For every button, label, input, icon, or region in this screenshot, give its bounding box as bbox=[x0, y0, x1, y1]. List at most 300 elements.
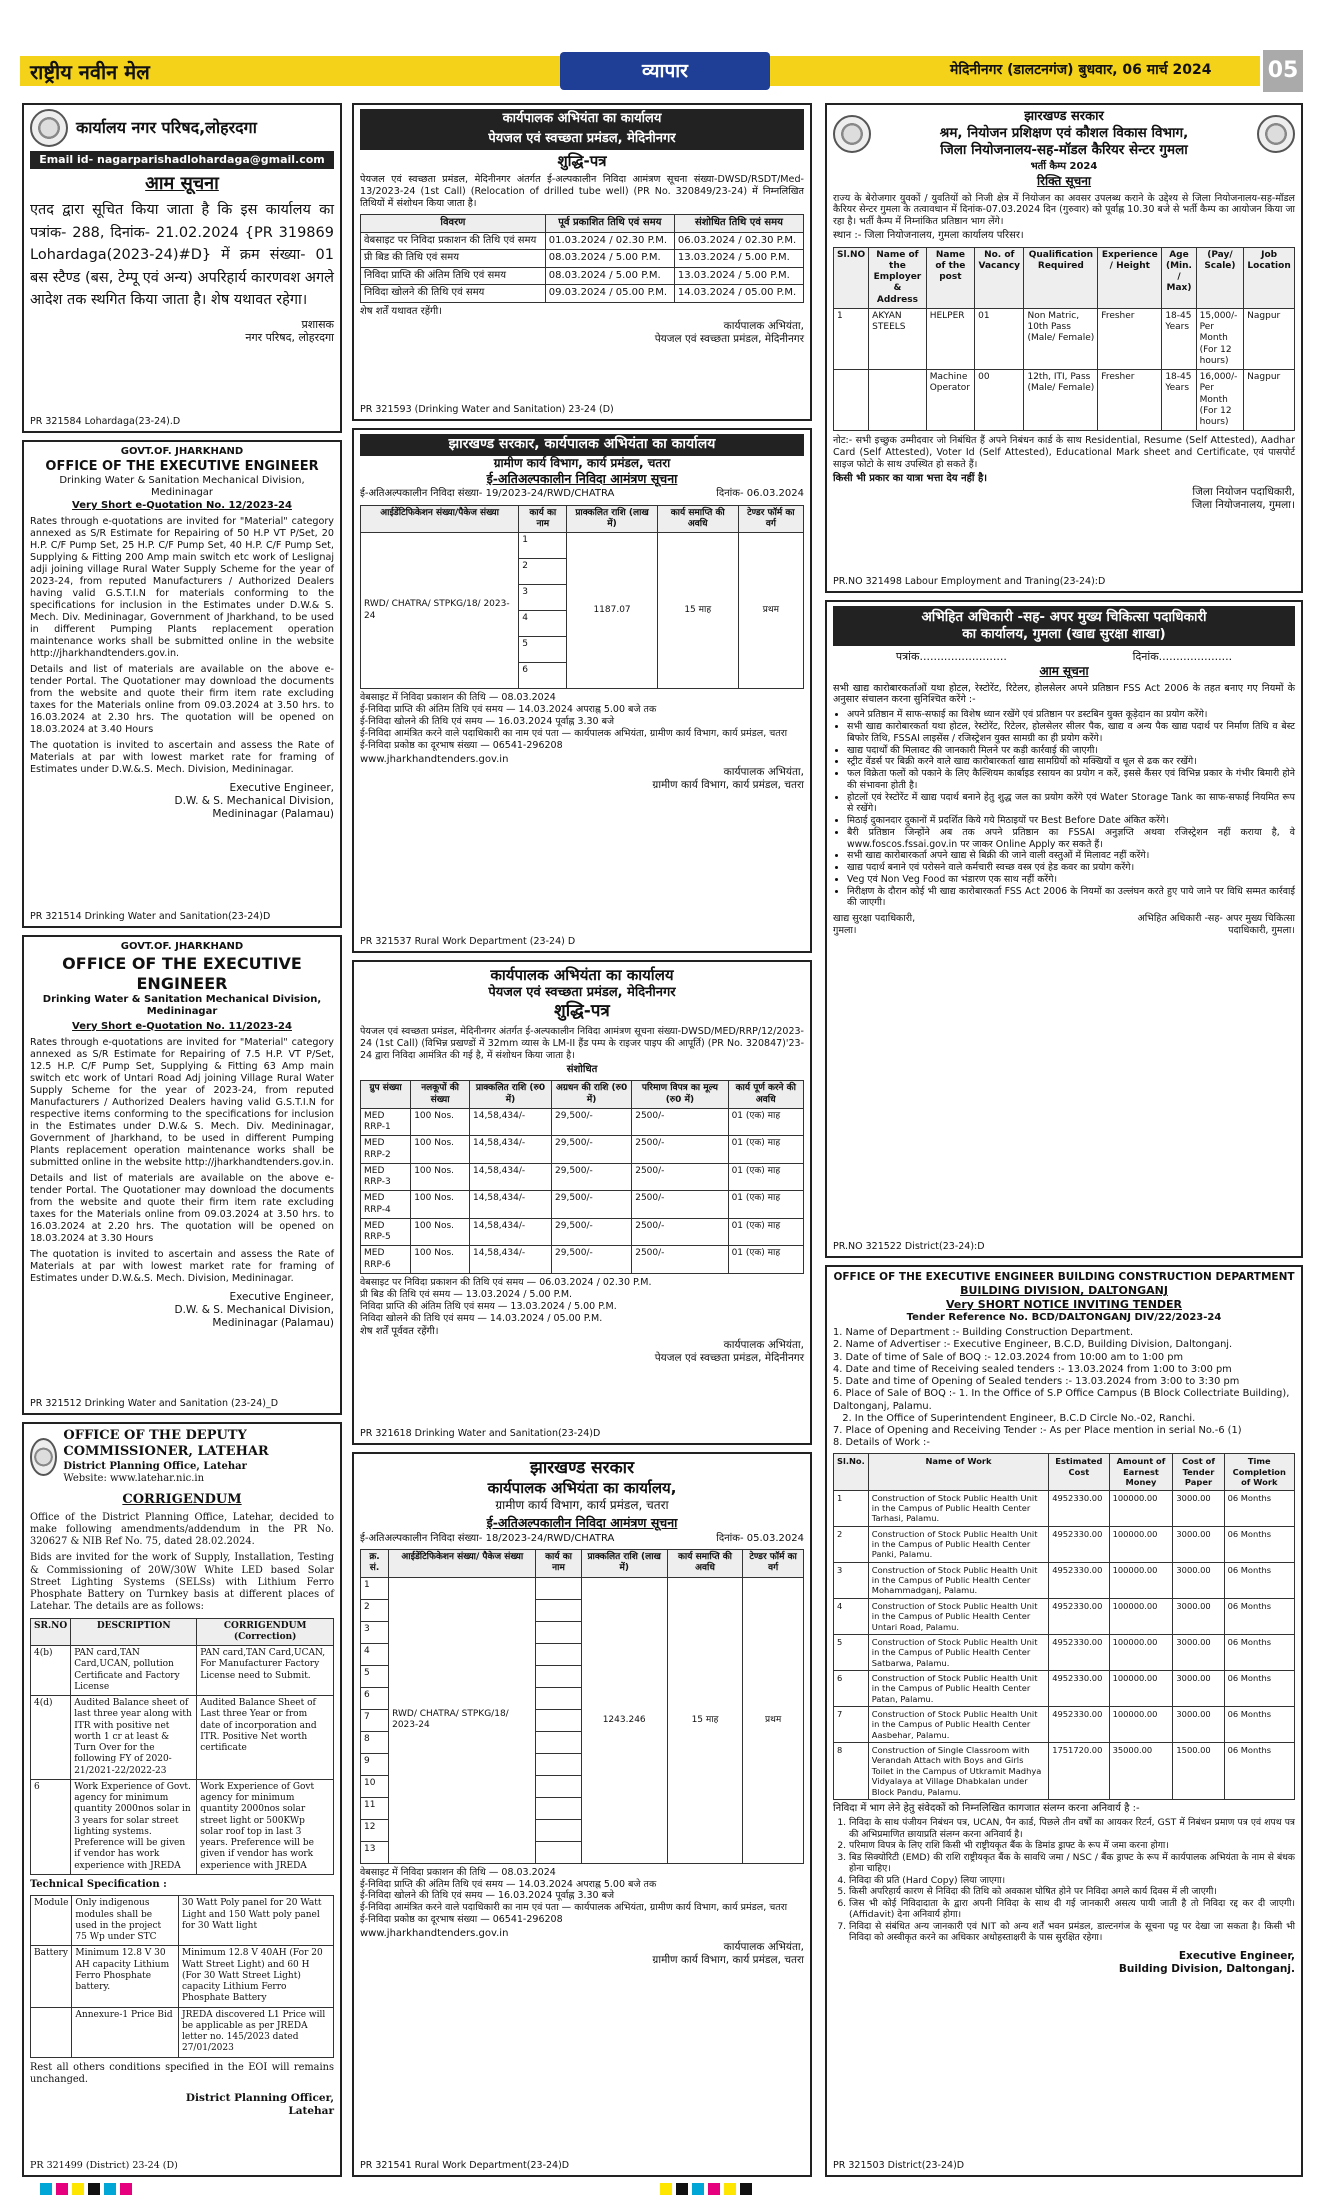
table-header-row bbox=[361, 505, 804, 533]
table-cell: Only indigenous modules shall be used in the project 75 Wp under STC bbox=[72, 1896, 179, 1946]
table-cell bbox=[869, 370, 927, 431]
table-cell: Construction of Stock Public Health Unit in the Campus of Public Health Center Tarhasi, Palamu. bbox=[868, 1490, 1048, 1526]
table-cell: 06 Months bbox=[1224, 1490, 1294, 1526]
table-cell: Nagpur bbox=[1244, 370, 1295, 431]
conditions-list bbox=[849, 1817, 1295, 1944]
amount-cell: 1243.246 bbox=[581, 1577, 667, 1863]
office-subtitle: पेयजल एवं स्वच्छता प्रमंडल, मेदिनीनगर bbox=[488, 984, 676, 1000]
pr-number: PR 321512 Drinking Water and Sanitation (23-24)_D bbox=[30, 1398, 279, 1410]
table-cell: 100000.00 bbox=[1109, 1670, 1173, 1706]
column-header: विवरण bbox=[361, 215, 546, 233]
table-cell: 29,500/- bbox=[552, 1191, 632, 1219]
dates-list bbox=[360, 1277, 804, 1325]
dates-list bbox=[360, 1867, 804, 1926]
office-subtitle: ग्रामीण कार्य विभाग, कार्य प्रमंडल, चतरा bbox=[493, 455, 671, 470]
table-cell: 01 (एक) माह bbox=[728, 1246, 803, 1274]
tech-spec-label: Technical Specification : bbox=[30, 1878, 167, 1890]
tender-date: दिनांक- 05.03.2024 bbox=[716, 1532, 804, 1544]
body-1: Office of the District Planning Office, Latehar, decided to make following amendments/addendum in the PR No. 320627 & NIB Ref No. 75, dated 28.02.2024. bbox=[30, 1511, 334, 1548]
table-cell: 29,500/- bbox=[552, 1136, 632, 1164]
column-header: SR.NO bbox=[31, 1618, 71, 1646]
table-cell: Construction of Stock Public Health Unit in the Campus of Public Health Center Untari Road, Palamu. bbox=[868, 1598, 1048, 1634]
work-name-cell bbox=[536, 1819, 581, 1841]
table-cell: 100000.00 bbox=[1109, 1490, 1173, 1526]
pr-number: PR.NO 321522 District(23-24):D bbox=[833, 1241, 985, 1253]
column-header: कार्य का नाम bbox=[519, 505, 567, 533]
table-cell: Construction of Stock Public Health Unit in the Campus of Public Health Center Patan, Palamu. bbox=[868, 1670, 1048, 1706]
column-header: (Pay/ Scale) bbox=[1196, 247, 1244, 308]
table-cell: 100 Nos. bbox=[411, 1108, 470, 1136]
table-cell: Nagpur bbox=[1244, 308, 1295, 369]
serial-cell: 8 bbox=[361, 1731, 389, 1753]
table-cell: 6 bbox=[31, 1779, 71, 1874]
list-item: • खाद्य पदार्थों की मिलावट की जानकारी मिलने पर कड़ी कार्रवाई की जाएगी। bbox=[847, 745, 1295, 757]
table-cell: 12th, ITI, Pass (Male/ Female) bbox=[1024, 370, 1098, 431]
table-cell: MED RRP-1 bbox=[361, 1108, 411, 1136]
list-item: 4. Date and time of Receiving sealed tenders :- 13.03.2024 from 1:00 to 3:00 pm bbox=[833, 1363, 1232, 1375]
table-cell: 08.03.2024 / 5.00 P.M. bbox=[545, 267, 674, 285]
work-name-cell bbox=[536, 1687, 581, 1709]
table-cell: 29,500/- bbox=[552, 1108, 632, 1136]
signer: जिला नियोजन पदाधिकारी, जिला नियोजनालय, गुमला। bbox=[1191, 485, 1295, 511]
table-cell: 14,58,434/- bbox=[470, 1163, 552, 1191]
table-cell: 100000.00 bbox=[1109, 1526, 1173, 1562]
corrigendum-table bbox=[30, 1618, 334, 1875]
tender-ref: ई-अतिअल्पकालीन निविदा संख्या- 18/2023-24/RWD/CHATRA bbox=[360, 1532, 615, 1544]
list-item: • मिठाई दुकानदार दुकानों में प्रदर्शित किये गये मिठाइयों पर Best Before Date अंकित करेंगे। bbox=[847, 815, 1295, 827]
list-item: ई-निविदा खोलने की तिथि एवं समय — 16.03.2024 पूर्वाह्न 3.30 बजे bbox=[360, 715, 615, 727]
emblem-icon bbox=[30, 109, 68, 147]
work-name-cell bbox=[536, 1665, 581, 1687]
table-cell: निविदा प्राप्ति की अंतिम तिथि एवं समय bbox=[361, 267, 546, 285]
signer: कार्यपालक अभियंता, पेयजल एवं स्वच्छता प्रमंडल, मेदिनीनगर bbox=[654, 1338, 804, 1364]
column-header: Name of the post bbox=[926, 247, 974, 308]
list-item: 2. Name of Advertiser :- Executive Engineer, B.C.D, Building Division, Daltonganj. bbox=[833, 1339, 1233, 1351]
camp-label: भर्ती कैम्प 2024 bbox=[1030, 161, 1098, 172]
table-cell: 4(d) bbox=[31, 1696, 71, 1780]
table-cell: 29,500/- bbox=[552, 1246, 632, 1274]
notice-heading: आम सूचना bbox=[145, 172, 219, 194]
newspaper-logo: राष्ट्रीय नवीन मेल bbox=[30, 60, 150, 84]
table-cell: Construction of Stock Public Health Unit in the Campus of Public Health Center Panki, Palamu. bbox=[868, 1526, 1048, 1562]
table-cell: 100 Nos. bbox=[411, 1191, 470, 1219]
table-row bbox=[361, 1577, 804, 1599]
list-item: 1. Name of Department :- Building Construction Department. bbox=[833, 1327, 1134, 1339]
list-item: ई-निविदा आमंत्रित करने वाले पदाधिकारी का नाम एवं पता — कार्यपालक अभियंता, ग्रामीण कार्य विभाग, कार्य प्रमंडल, चतरा bbox=[360, 1902, 788, 1914]
table-cell: 1751720.00 bbox=[1049, 1743, 1109, 1800]
work-name-cell bbox=[536, 1577, 581, 1599]
registration-swatch bbox=[740, 2183, 752, 2195]
column-header: नलकूपों की संख्या bbox=[411, 1081, 470, 1109]
column-header: प्राक्कलित राशि (रु0 में) bbox=[470, 1081, 552, 1109]
table-cell: 14,58,434/- bbox=[470, 1136, 552, 1164]
note: शेष शर्तें यथावत रहेंगी। bbox=[360, 305, 443, 317]
list-item: वेबसाइट पर निविदा प्रकाशन की तिथि एवं समय — 06.03.2024 / 02.30 P.M. bbox=[360, 1276, 652, 1288]
office-title: OFFICE OF THE DEPUTY COMMISSIONER, LATEHAR bbox=[63, 1428, 269, 1460]
table-cell bbox=[31, 2007, 72, 2057]
column-header: परिमाण विपत्र का मूल्य (रु0 में) bbox=[632, 1081, 728, 1109]
table-cell: 2500/- bbox=[632, 1163, 728, 1191]
signer: कार्यपालक अभियंता, पेयजल एवं स्वच्छता प्रमंडल, मेदिनीनगर bbox=[654, 320, 804, 346]
page-number: 05 bbox=[1263, 50, 1303, 92]
dateline: मेदिनीनगर (डालटनगंज) बुधवार, 06 मार्च 2024 bbox=[950, 62, 1212, 78]
notice-number: Very Short e-Quotation No. 12/2023-24 bbox=[72, 499, 292, 511]
table-cell: Audited Balance sheet of last three year along with ITR with positive net worth 1 cr at least & Turn Over for the following FY of 2020-21/2021-22/2022-23 bbox=[71, 1696, 197, 1780]
column-header: कार्य पूर्ण करने की अवधि bbox=[728, 1081, 803, 1109]
table-header-row bbox=[361, 1081, 804, 1109]
body: पेयजल एवं स्वच्छता प्रमंडल, मेदिनीनगर अंतर्गत ई-अल्पकालीन निविदा आमंत्रण सूचना संख्या-DWSD/RSDT/Med-13/2023-24 (1st Call) (Relocation of drilled tube well) (PR No. 320849/23-24) में निम्नलिखित तिथियों में संशोधन किया जाता है। bbox=[360, 174, 804, 210]
table-cell bbox=[834, 370, 869, 431]
table-cell: वेबसाइट पर निविदा प्रकाशन की तिथि एवं समय bbox=[361, 232, 546, 250]
table-cell: 100000.00 bbox=[1109, 1707, 1173, 1743]
venue: स्थान :- जिला नियोजनालय, गुमला कार्यालय परिसर। bbox=[833, 230, 1024, 242]
table-cell: Audited Balance Sheet of Last three Year or from date of incorporation and ITR. Positive Net worth certificate bbox=[197, 1696, 334, 1780]
pr-number: PR 321499 (District) 23-24 (D) bbox=[30, 2160, 178, 2172]
table-cell: 06 Months bbox=[1224, 1707, 1294, 1743]
table-cell: Construction of Stock Public Health Unit in the Campus of Public Health Center Mohammadganj, Palamu. bbox=[868, 1562, 1048, 1598]
travel-note: किसी भी प्रकार का यात्रा भत्ता देय नहीं है। bbox=[833, 473, 988, 484]
serial-cell: 13 bbox=[361, 1841, 389, 1863]
body: पेयजल एवं स्वच्छता प्रमंडल, मेदिनीनगर अंतर्गत ई-अल्पकालीन निविदा आमंत्रण सूचना संख्या-DWSD/MED/RRP/12/2023-24 (1st Call) (विभिन्न प्रखण्डों में 32mm व्यास के LM-II हैंड पम्प के राइजर पाइप की आपूर्ति) (PR No. 320847)'23-24 द्वारा निविदा आमंत्रित की गई है, में संशोधन किया जाता है। bbox=[360, 1026, 804, 1061]
list-item: • बैरी प्रतिष्ठान जिन्होंने अब तक अपने प्रतिष्ठान का FSSAI अनुज्ञप्ति अथवा रजिस्ट्रेशन नहीं कराया है, वे www.foscos.fssai.gov.in पर जाकर Online Apply कर सकते हैं। bbox=[847, 827, 1295, 851]
office-subtitle: Drinking Water & Sanitation Mechanical Division, Medininagar bbox=[42, 993, 322, 1017]
column-header: Experience / Height bbox=[1098, 247, 1162, 308]
table-cell: 100 Nos. bbox=[411, 1246, 470, 1274]
list-item: 8. Details of Work :- bbox=[833, 1437, 930, 1449]
table-cell: 2500/- bbox=[632, 1108, 728, 1136]
column-header: DESCRIPTION bbox=[71, 1618, 197, 1646]
note: नोट:- सभी इच्छुक उम्मीदवार जो निबंधित हैं अपने निबंधन कार्ड के साथ Residential, Resume (Self Attested), Aadhar Card (Self Attested), Voter Id (Self Attested), Educational Mark sheet and Certificate, एवं पासपोर्ट साइज फोटो के साथ उपस्थित हो सकते हैं। bbox=[833, 435, 1295, 471]
list-item: • होटलों एवं रेस्टोरेंट में खाद्य पदार्थ बनाने हेतु शुद्ध जल का प्रयोग करेंगे एवं Water Storage Tank का साफ-सफाई नियमित रूप से रखेंगे। bbox=[847, 792, 1295, 816]
table-cell: 4 bbox=[834, 1598, 869, 1634]
column-header: पूर्व प्रकाशित तिथि एवं समय bbox=[545, 215, 674, 233]
ad-ee-quotation-12 bbox=[22, 440, 342, 928]
table-cell: प्री बिड की तिथि एवं समय bbox=[361, 250, 546, 268]
table-cell: 14,58,434/- bbox=[470, 1246, 552, 1274]
table-cell: 01 (एक) माह bbox=[728, 1136, 803, 1164]
column-header: टेण्डर फॉर्म का वर्ग bbox=[743, 1550, 804, 1578]
table-row bbox=[31, 2007, 334, 2057]
ad-shuddhi-patra-2 bbox=[352, 960, 812, 1445]
list-item: • Veg एवं Non Veg Food का भंडारण एक साथ नहीं करेंगे। bbox=[847, 874, 1295, 886]
registration-swatch bbox=[660, 2183, 672, 2195]
table-cell: Minimum 12.8 V 40AH (For 20 Watt Street Light) and 60 H (For 30 Watt Street Light) capacity Lithium Ferro Phosphate Battery bbox=[178, 1946, 333, 2007]
table-cell: 01 bbox=[975, 308, 1024, 369]
serial-cell: 9 bbox=[361, 1753, 389, 1775]
column-header: No. of Vacancy bbox=[975, 247, 1024, 308]
office-subtitle: ग्रामीण कार्य विभाग, कार्य प्रमंडल, चतरा bbox=[495, 1498, 669, 1512]
vacancy-heading: रिक्ति सूचना bbox=[1036, 173, 1092, 188]
ncs-logo-icon bbox=[1257, 115, 1295, 153]
table-row bbox=[361, 1108, 804, 1136]
duration-cell: 15 माह bbox=[667, 1577, 742, 1863]
class-cell: प्रथम bbox=[738, 533, 803, 689]
list-item: ई-निविदा प्रकोष्ठ का दूरभाष संख्या — 06541-296208 bbox=[360, 1914, 563, 1926]
list-item: ई-निविदा खोलने की तिथि एवं समय — 16.03.2024 पूर्वाह्न 3.30 बजे bbox=[360, 1890, 615, 1902]
office-title: अभिहित अधिकारी -सह- अपर मुख्य चिकित्सा पदाधिकारी bbox=[833, 606, 1295, 626]
table-cell: 14,58,434/- bbox=[470, 1218, 552, 1246]
notice-title: Very SHORT NOTICE INVITING TENDER bbox=[945, 1297, 1183, 1311]
table-header-row bbox=[31, 1618, 334, 1646]
list-item: 6. Place of Sale of BOQ :- 1. In the Office of S.P Office Campus (B Block Collectriate Building), Daltonganj, Palamu. bbox=[833, 1388, 1293, 1412]
table-cell: 16,000/- Per Month (For 12 hours) bbox=[1196, 370, 1244, 431]
column-header: Name of Work bbox=[868, 1454, 1048, 1490]
table-row bbox=[834, 370, 1295, 431]
table-row bbox=[834, 308, 1295, 369]
table-cell: 3000.00 bbox=[1173, 1562, 1224, 1598]
strip-gap bbox=[136, 2183, 656, 2195]
office-title: OFFICE OF THE EXECUTIVE ENGINEER BUILDING CONSTRUCTION DEPARTMENT bbox=[833, 1271, 1295, 1283]
table-row bbox=[361, 533, 804, 559]
table-cell: 30 Watt Poly panel for 20 Watt Light and 150 Watt poly panel for 30 Watt light bbox=[178, 1896, 333, 1946]
serial-cell: 3 bbox=[361, 1621, 389, 1643]
list-item: • अपने प्रतिष्ठान में साफ-सफाई का विशेष ध्यान रखेंगे एवं प्रतिष्ठान पर डस्टबिन युक्त कूड़ेदान का प्रयोग करेंगे। bbox=[847, 709, 1295, 721]
list-item: 5. किसी अपरिहार्य कारण से निविदा की तिथि को अवकाश घोषित होने पर निविदा अगले कार्य दिवस में ली जाएगी। bbox=[849, 1886, 1295, 1898]
shuddhi-heading: शुद्धि-पत्र bbox=[554, 1001, 610, 1021]
table-cell: JREDA discovered L1 Price will be applicable as per JREDA letter no. 145/2023 dated 27/01/2023 bbox=[178, 2007, 333, 2057]
list-item: ई-निविदा आमंत्रित करने वाले पदाधिकारी का नाम एवं पता — कार्यपालक अभियंता, ग्रामीण कार्य विभाग, कार्य प्रमंडल, चतरा bbox=[360, 727, 788, 739]
office-subtitle: BUILDING DIVISION, DALTONGANJ bbox=[960, 1284, 1168, 1298]
office-title: कार्यपालक अभियंता का कार्यालय, bbox=[487, 1479, 677, 1498]
registration-swatch bbox=[40, 2183, 52, 2195]
table-cell: 100 Nos. bbox=[411, 1163, 470, 1191]
list-item: 6. जिस भी कोई निविदादाता के द्वारा अपनी निविदा के साथ दी गई जानकारी असत्य पायी जाती है तो निविदा रद्द कर दी जाएगी। (Affidavit) देना अनिवार्य होगा। bbox=[849, 1898, 1295, 1921]
column-header: Estimated Cost bbox=[1049, 1454, 1109, 1490]
signer-office: नगर परिषद, लोहरदगा bbox=[245, 331, 334, 345]
ad-labour-recruitment bbox=[825, 103, 1303, 593]
notice-body: एतद द्वारा सूचित किया जाता है कि इस कार्यालय का पत्रांक- 288, दिनांक- 21.02.2024 {PR 319869 Lohardaga(2023-24)#D} में क्रम संख्या- 01 बस स्टैण्ड (बस, टेम्पू एवं अन्य) अपरिहार्य कारणवश अगले आदेश तक स्थगित किया जाता है। शेष यथावत रहेगा। bbox=[30, 202, 334, 309]
table-cell: 4952330.00 bbox=[1049, 1598, 1109, 1634]
column-header: Sl.No. bbox=[834, 1454, 869, 1490]
work-name-cell bbox=[536, 1775, 581, 1797]
work-name-cell: 5 bbox=[519, 637, 567, 663]
table-cell: 7 bbox=[834, 1707, 869, 1743]
list-item: • सभी खाद्य कारोबारकर्ता यथा होटल, रेस्टोरेंट, रिटेलर, होलसेलर सीलर पैक, खाद्य व अन्य पैक खाद्य पदार्थ पर निर्माण तिथि व बेस्ट बिफोर तिथि, FSSAI लाइसेंस / रजिस्ट्रेशन युक्त सामग्री का ही प्रयोग करेंगे। bbox=[847, 721, 1295, 745]
table-cell: MED RRP-2 bbox=[361, 1136, 411, 1164]
serial-cell: 12 bbox=[361, 1819, 389, 1841]
list-item: 2. In the Office of Superintendent Engineer, B.C.D Circle No.-02, Ranchi. bbox=[833, 1412, 1196, 1424]
table-cell: 06.03.2024 / 02.30 P.M. bbox=[674, 232, 803, 250]
column-header: Qualification Required bbox=[1024, 247, 1098, 308]
table-cell: 4952330.00 bbox=[1049, 1707, 1109, 1743]
table-cell: 3000.00 bbox=[1173, 1670, 1224, 1706]
pr-number: PR 321537 Rural Work Department (23-24) D bbox=[360, 936, 576, 948]
ad-latehar-corrigendum bbox=[22, 1422, 342, 2177]
package-id-cell: RWD/ CHATRA/ STPKG/18/ 2023-24 bbox=[361, 533, 519, 689]
serial-cell: 6 bbox=[361, 1687, 389, 1709]
serial-cell: 7 bbox=[361, 1709, 389, 1731]
list-item: निविदा प्राप्ति की अंतिम तिथि एवं समय — 13.03.2024 / 5.00 P.M. bbox=[360, 1300, 617, 1312]
class-cell: प्रथम bbox=[743, 1577, 804, 1863]
office-title: कार्यालय नगर परिषद,लोहरदगा bbox=[76, 118, 257, 137]
ad-ee-quotation-11 bbox=[22, 935, 342, 1415]
table-cell: 3000.00 bbox=[1173, 1634, 1224, 1670]
work-name-cell bbox=[536, 1797, 581, 1819]
list-item: 3. बिड सिक्योरिटी (EMD) की राशि राष्ट्रीयकृत बैंक के सावधि जमा / NSC / बैंक ड्राफ्ट के रूप में कार्यपालक अभियंता के नाम से बंधक होना चाहिए। bbox=[849, 1852, 1295, 1875]
office-title: OFFICE OF THE EXECUTIVE ENGINEER bbox=[45, 458, 319, 474]
table-cell: Minimum 12.8 V 30 AH capacity Lithium Ferro Phosphate battery. bbox=[72, 1946, 179, 2007]
column-header: CORRIGENDUM (Correction) bbox=[197, 1618, 334, 1646]
color-registration-strip bbox=[40, 2183, 1285, 2197]
list-item: • फल विक्रेता फलों को पकाने के लिए कैल्शियम कार्बाइड रसायन का प्रयोग न करें, इससे कैंसर एवं विभिन्न प्रकार के गंभीर बिमारी होने की संभावना होती है। bbox=[847, 768, 1295, 792]
table-cell: 2500/- bbox=[632, 1136, 728, 1164]
masthead bbox=[20, 50, 1303, 94]
registration-swatch bbox=[104, 2183, 116, 2195]
table-cell: 3000.00 bbox=[1173, 1598, 1224, 1634]
table-cell: 14,58,434/- bbox=[470, 1108, 552, 1136]
office-subtitle: पेयजल एवं स्वच्छता प्रमंडल, मेदिनीनगर bbox=[360, 129, 804, 149]
section-label: व्यापार bbox=[560, 52, 770, 90]
table-cell: 100000.00 bbox=[1109, 1598, 1173, 1634]
table-header-row bbox=[834, 1454, 1295, 1490]
column-header: क्र. सं. bbox=[361, 1550, 389, 1578]
column-header: आईडेंटिफिकेशन संख्या/ पैकेज संख्या bbox=[389, 1550, 536, 1578]
table-cell: 09.03.2024 / 05.00 P.M. bbox=[545, 285, 674, 303]
table-cell: 4952330.00 bbox=[1049, 1490, 1109, 1526]
work-name-cell: 2 bbox=[519, 559, 567, 585]
table-cell: MED RRP-6 bbox=[361, 1246, 411, 1274]
registration-swatch bbox=[676, 2183, 688, 2195]
office-title: झारखण्ड सरकार, कार्यपालक अभियंता का कार्यालय bbox=[360, 434, 804, 456]
table-cell: 1 bbox=[834, 1490, 869, 1526]
pr-number: PR 321503 District(23-24)D bbox=[833, 2160, 965, 2172]
table-cell: 13.03.2024 / 5.00 P.M. bbox=[674, 267, 803, 285]
column-header: Time Completion of Work bbox=[1224, 1454, 1294, 1490]
work-name-cell: 3 bbox=[519, 585, 567, 611]
column-header: Job Location bbox=[1244, 247, 1295, 308]
table-cell: निविदा खोलने की तिथि एवं समय bbox=[361, 285, 546, 303]
list-item: ई-निविदा प्रकोष्ठ का दूरभाष संख्या — 06541-296208 bbox=[360, 739, 563, 751]
ad-rwd-tender-1 bbox=[352, 428, 812, 953]
work-name-cell bbox=[536, 1643, 581, 1665]
table-row bbox=[31, 1779, 334, 1874]
column-header: टेण्डर फॉर्म का वर्ग bbox=[738, 505, 803, 533]
table-cell: 2500/- bbox=[632, 1246, 728, 1274]
table-cell: Construction of Single Classroom with Verandah Attach with Boys and Girls Toilet in the Campus of Utkramit Madhya Vidyalaya at Village Dhabkalan under Block Pandu, Palamu. bbox=[868, 1743, 1048, 1800]
table-cell: 1500.00 bbox=[1173, 1743, 1224, 1800]
conditions-intro: निविदा में भाग लेने हेतु संवेदकों को निम्नलिखित कागजात संलग्न करना अनिवार्य है :- bbox=[833, 1802, 1140, 1814]
tender-heading: ई-अतिअल्पकालीन निविदा आमंत्रण सूचना bbox=[486, 1515, 678, 1530]
work-name-cell bbox=[536, 1709, 581, 1731]
pr-number: PR 321514 Drinking Water and Sanitation(23-24)D bbox=[30, 911, 271, 923]
work-name-cell: 1 bbox=[519, 533, 567, 559]
table-cell: Annexure-1 Price Bid bbox=[72, 2007, 179, 2057]
table-cell: 14,58,434/- bbox=[470, 1191, 552, 1219]
table-cell: Module bbox=[31, 1896, 72, 1946]
list-item: प्री बिड की तिथि एवं समय — 13.03.2024 / 5.00 P.M. bbox=[360, 1288, 573, 1300]
column-header: Name of the Employer & Address bbox=[869, 247, 927, 308]
table-header-row bbox=[361, 1550, 804, 1578]
office-title: जिला नियोजनालय-सह-मॉडल कैरियर सेन्टर गुमला bbox=[940, 142, 1188, 159]
amount-cell: 1187.07 bbox=[567, 533, 657, 689]
tender-date: दिनांक- 06.03.2024 bbox=[716, 488, 804, 500]
intro: सभी खाद्य कारोबारकर्ताओं यथा होटल, रेस्टोरेंट, रिटेलर, होलसेलर अपने प्रतिष्ठान FSS Act 2006 के तहत बनाए गए नियमों के अनुसार संचालन करना सुनिश्चित करेंगे :- bbox=[833, 682, 1295, 706]
table-row bbox=[834, 1526, 1295, 1562]
body-2: Bids are invited for the work of Supply, Installation, Testing & Commissioning of 20W/30W White LED based Solar Street Lighting Systems (SELSs) with Lithium Ferro Phosphate Battery on Turnkey basis at different places of Latehar. The details are as follows: bbox=[30, 1552, 334, 1613]
tender-ref: Tender Reference No. BCD/DALTONGANJ DIV/22/2023-24 bbox=[906, 1311, 1222, 1323]
signer: Executive Engineer, Building Division, Daltonganj. bbox=[1118, 1949, 1295, 1976]
table-cell: 01 (एक) माह bbox=[728, 1218, 803, 1246]
govt-title: झारखण्ड सरकार bbox=[1024, 109, 1104, 124]
list-item: • खाद्य पदार्थ बनाने एवं परोसने वाले कर्मचारी स्वच्छ वस्त्र एवं हेड कवर का प्रयोग करेंगे। bbox=[847, 862, 1295, 874]
table-cell: Fresher bbox=[1098, 308, 1162, 369]
serial-cell: 11 bbox=[361, 1797, 389, 1819]
table-row bbox=[834, 1598, 1295, 1634]
table-cell: 01.03.2024 / 02.30 P.M. bbox=[545, 232, 674, 250]
emblem-icon bbox=[833, 115, 871, 153]
list-item: 3. Date of time of Sale of BOQ :- 12.03.2024 from 10:00 am to 1:00 pm bbox=[833, 1351, 1183, 1363]
website: www.jharkhandtenders.gov.in bbox=[360, 1928, 509, 1939]
column-header: कार्य समाप्ति की अवधि bbox=[657, 505, 738, 533]
office-title: कार्यपालक अभियंता का कार्यालय bbox=[490, 966, 674, 984]
office-subtitle: District Planning Office, Latehar bbox=[63, 1460, 247, 1472]
list-item: 5. Date and time of Opening of Sealed tenders :- 13.03.2024 from 3:00 to 3:30 pm bbox=[833, 1376, 1240, 1388]
ad-shuddhi-patra-1 bbox=[352, 103, 812, 421]
table-cell: HELPER bbox=[926, 308, 974, 369]
website: www.jharkhandtenders.gov.in bbox=[360, 753, 509, 765]
table-cell: 100000.00 bbox=[1109, 1634, 1173, 1670]
table-row bbox=[361, 232, 804, 250]
table-cell: 29,500/- bbox=[552, 1218, 632, 1246]
table-cell: PAN card,TAN Card,UCAN, For Manufacturer Factory License need to Submit. bbox=[197, 1646, 334, 1696]
table-cell: MED RRP-4 bbox=[361, 1191, 411, 1219]
table-cell: 06 Months bbox=[1224, 1562, 1294, 1598]
signer: Executive Engineer, D.W. & S. Mechanical Division, Medininagar (Palamau) bbox=[174, 1290, 334, 1329]
work-name-cell bbox=[536, 1731, 581, 1753]
table-cell: AKYAN STEELS bbox=[869, 308, 927, 369]
note: शेष शर्तें पूर्ववत रहेंगी। bbox=[360, 1326, 439, 1338]
tender-heading: ई-अतिअल्पकालीन निविदा आमंत्रण सूचना bbox=[486, 470, 678, 486]
table-cell: 18-45 Years bbox=[1162, 370, 1196, 431]
table-row bbox=[361, 250, 804, 268]
table-cell: 1 bbox=[834, 308, 869, 369]
column-header: Cost of Tender Paper bbox=[1173, 1454, 1224, 1490]
table-cell: 2500/- bbox=[632, 1218, 728, 1246]
table-cell: 01 (एक) माह bbox=[728, 1163, 803, 1191]
email: Email id- nagarparishadlohardaga@gmail.com bbox=[30, 151, 334, 169]
dates-table bbox=[360, 214, 804, 303]
serial-cell: 5 bbox=[361, 1665, 389, 1687]
notice-body-1: Rates through e-quotations are invited for "Material" category annexed as S/R Estimate for Repairing of 50 H.P VT P/Set, 20 H.P. C/F Pump Set, 25 H.P. C/F Pump Set, 40 H.P. C/F Pump Set, Supplying & Fitting 200 Amp main switch etc work of Leslignaj adji joining village Rural Water Supply Scheme for the year of 2023-24, from reputed Manufacturers / Authorized Dealers having valid G.S.T.I.N for materials conforming to the specifications for inclusion in the Estimates under D.W.& S. Mech. Div. Medininagar, Government of Jharkhand, to be used in different Pumping Plants replacement operation maintenance works shall be submitted online in the website http://jharkhandtenders.gov.in. bbox=[30, 516, 334, 660]
registration-swatch bbox=[120, 2183, 132, 2195]
table-row bbox=[361, 1218, 804, 1246]
list-item: वेबसाइट में निविदा प्रकाशन की तिथि — 08.03.2024 bbox=[360, 1866, 556, 1878]
table-cell: 13.03.2024 / 5.00 P.M. bbox=[674, 250, 803, 268]
shuddhi-heading: शुद्धि-पत्र bbox=[557, 151, 607, 170]
table-cell: 15,000/- Per Month (For 12 hours) bbox=[1196, 308, 1244, 369]
body-3: Rest all others conditions specified in the EOI will remains unchanged. bbox=[30, 2061, 334, 2085]
pr-number: PR 321618 Drinking Water and Sanitation(23-24)D bbox=[360, 1428, 601, 1440]
column-header: आईडेंटिफिकेशन संख्या/पैकेज संख्या bbox=[361, 505, 519, 533]
work-name-cell bbox=[536, 1621, 581, 1643]
table-cell: 3 bbox=[834, 1562, 869, 1598]
table-row bbox=[834, 1562, 1295, 1598]
table-cell: 18-45 Years bbox=[1162, 308, 1196, 369]
table-cell: 01 (एक) माह bbox=[728, 1108, 803, 1136]
column-header: ग्रुप संख्या bbox=[361, 1081, 411, 1109]
signer-title: प्रशासक bbox=[301, 317, 334, 331]
work-name-cell: 4 bbox=[519, 611, 567, 637]
revised-label: संशोधित bbox=[566, 1063, 598, 1075]
notice-body-3: The quotation is invited to ascertain and assess the Rate of Materials at par with lowest market rate for framing of Estimates under D.W.&.S. Mech. Division, Medininagar. bbox=[30, 1248, 334, 1284]
tender-ref: ई-अतिअल्पकालीन निविदा संख्या- 19/2023-24/RWD/CHATRA bbox=[360, 488, 615, 500]
column-header: Age (Min. / Max) bbox=[1162, 247, 1196, 308]
table-cell: Construction of Stock Public Health Unit in the Campus of Public Health Center Aasbehar, Palamu. bbox=[868, 1707, 1048, 1743]
column-header: कार्य का नाम bbox=[536, 1550, 581, 1578]
table-row bbox=[361, 1246, 804, 1274]
ad-building-tender bbox=[825, 1265, 1303, 2177]
work-name-cell bbox=[536, 1599, 581, 1621]
